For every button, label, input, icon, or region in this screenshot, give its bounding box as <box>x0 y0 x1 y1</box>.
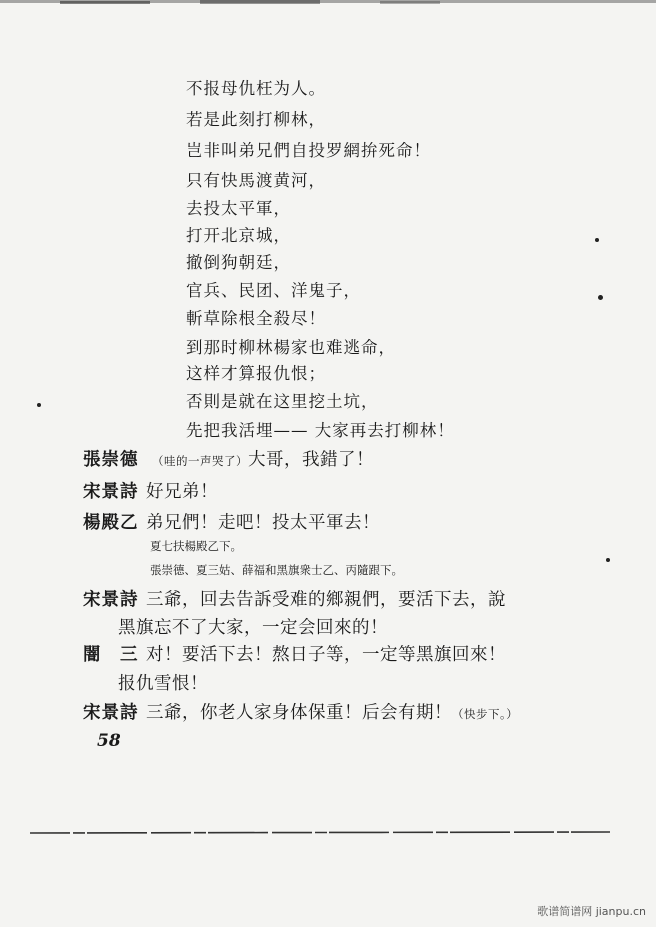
dialogue-text: 对！要活下去！熬日子等，一定等黑旗回來！ <box>146 645 506 665</box>
verse-line: 若是此刻打柳林， <box>186 110 326 129</box>
verse-line: 先把我活埋—— 大家再去打柳林！ <box>186 421 455 440</box>
dialogue-line <box>146 699 518 724</box>
verse-line: 官兵、民团、洋鬼子， <box>186 281 361 300</box>
dialogue-continuation: 报仇雪恨！ <box>118 674 208 694</box>
verse-line: 斬草除根全殺尽！ <box>186 309 326 328</box>
verse-line: 撤倒狗朝廷， <box>186 253 291 272</box>
verse-line: 打开北京城， <box>186 226 291 245</box>
verse-line: 去投太平軍， <box>186 199 291 218</box>
stage-aside: （哇的一声哭了） <box>152 454 248 468</box>
dialogue-text: 弟兄們！走吧！投太平軍去！ <box>146 513 380 533</box>
verse-line: 岂非叫弟兄們自投罗網拚死命！ <box>186 141 431 160</box>
verse-line: 这样才算报仇恨； <box>186 364 326 383</box>
scan-speck <box>606 558 610 562</box>
bottom-edge-rule <box>30 828 630 838</box>
speaker-name: 宋景詩 <box>83 482 139 502</box>
verse-line: 不报母仇枉为人。 <box>186 79 326 98</box>
stage-direction: 夏七扶楊殿乙下。 <box>150 539 242 553</box>
dialogue-continuation: 黑旗忘不了大家，一定会回來的！ <box>118 618 388 638</box>
scan-speck <box>37 403 41 407</box>
scan-speck <box>595 238 599 242</box>
verse-line: 否則是就在这里挖土坑， <box>186 392 379 411</box>
dialogue-text: 三爺，回去告訴受难的鄉親們，要活下去，說 <box>146 590 506 610</box>
verse-line: 到那时柳林楊家也难逃命， <box>186 338 396 357</box>
speaker-name: 闇 三 <box>83 645 139 665</box>
speaker-name: 宋景詩 <box>83 703 139 723</box>
stage-aside: （快步下。） <box>452 707 519 721</box>
speaker-name: 張崇德 <box>83 450 139 470</box>
dialogue-text: 三爺，你老人家身体保重！后会有期！ <box>146 703 452 723</box>
verse-line: 只有快馬渡黄河， <box>186 171 326 190</box>
page-number: 58 <box>97 731 121 751</box>
dialogue-text: 好兄弟！ <box>146 482 218 502</box>
dialogue-text: 大哥，我錯了！ <box>248 450 374 470</box>
dialogue-line <box>152 446 374 471</box>
scan-speck <box>598 295 603 300</box>
speaker-name: 宋景詩 <box>83 590 139 610</box>
top-edge-scan-artifact <box>0 0 656 10</box>
stage-direction: 張崇德、夏三姑、薛福和黑旗衆士乙、丙隨跟下。 <box>150 563 403 577</box>
speaker-name: 楊殿乙 <box>83 513 139 533</box>
watermark: 歌谱简谱网 jianpu.cn <box>537 905 646 918</box>
